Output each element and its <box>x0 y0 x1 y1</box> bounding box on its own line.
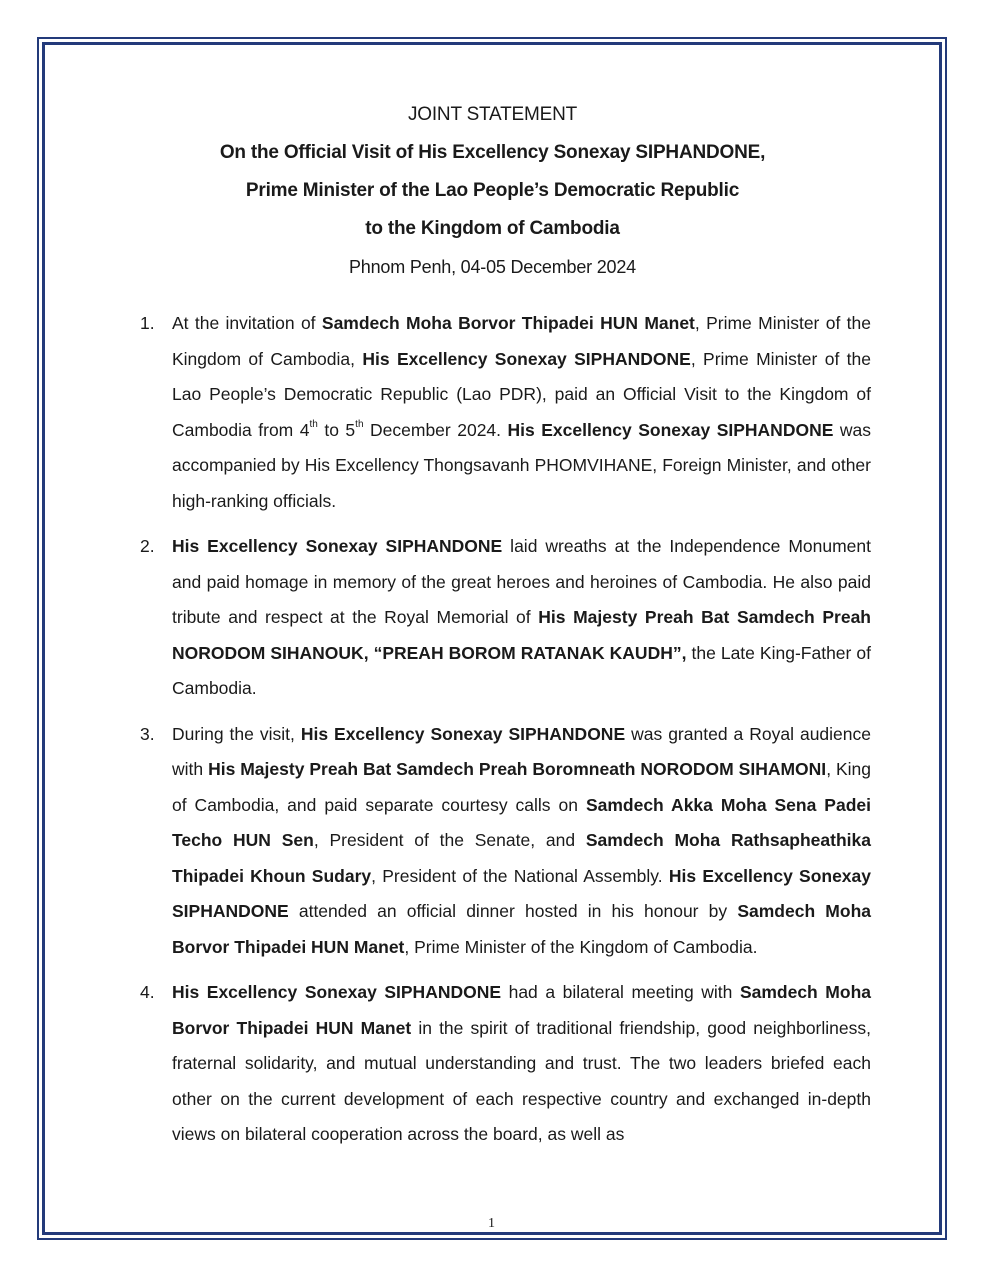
text-segment: December 2024. <box>363 419 508 440</box>
document-header <box>60 96 925 286</box>
ordinal-suffix: th <box>355 418 364 430</box>
paragraph-text <box>172 313 871 511</box>
ordinal-suffix: th <box>309 418 318 430</box>
bold-name: His Excellency Sonexay SIPHANDONE <box>172 865 872 921</box>
text-segment: , Prime Minister of the Kingdom of Cambodia, <box>172 313 871 369</box>
text-segment: During the visit, <box>172 723 301 744</box>
text-segment: attended an official dinner hosted in his honour by <box>288 901 738 921</box>
text-segment: , President of the Senate, and <box>313 830 586 850</box>
bold-name: His Excellency Sonexay SIPHANDONE <box>172 536 503 556</box>
bold-name: Samdech Moha Rathsapheathika Thipadei Khoun Sudary <box>172 830 871 886</box>
subtitle-line-1: On the Official Visit of His Excellency Sonexay SIPHANDONE, <box>219 142 766 163</box>
text-segment: laid wreaths at the Independence Monument and paid homage in memory of the great heroes and heroines of Cambodia. He also paid tribute and respect at the Royal Memorial of <box>172 536 871 627</box>
text-segment: , Prime Minister of the Lao People’s Democratic Republic (Lao PDR), paid an Official Visit to the Kingdom of Cambodia from 4 <box>172 348 871 440</box>
paragraph-item <box>140 529 871 707</box>
paragraph-number: 4. <box>140 982 155 1002</box>
subtitle-line-3: to the Kingdom of Cambodia <box>365 218 620 239</box>
bold-name: Samdech Moha Borvor Thipadei HUN Manet <box>172 901 871 957</box>
bold-name: His Excellency Sonexay SIPHANDONE <box>507 419 834 440</box>
statement-body <box>140 306 871 1163</box>
paragraph-text <box>172 536 871 698</box>
text-segment: was granted a Royal audience with <box>172 723 871 779</box>
paragraph-number: 3. <box>140 723 155 744</box>
place-date: Phnom Penh, 04-05 December 2024 <box>349 257 636 277</box>
bold-name: Samdech Moha Borvor Thipadei HUN Manet <box>321 313 695 333</box>
subtitle-line-2: Prime Minister of the Lao People’s Democratic Republic <box>245 180 740 201</box>
bold-name: His Majesty Preah Bat Samdech Preah Boromneath NORODOM SIHAMONI <box>208 759 827 779</box>
page-number: 1 <box>488 1216 495 1231</box>
text-segment: At the invitation of <box>172 313 322 333</box>
paragraph-item <box>140 306 871 519</box>
text-segment: , President of the National Assembly. <box>371 865 669 886</box>
paragraph-item <box>140 975 871 1153</box>
bold-name: His Excellency Sonexay SIPHANDONE <box>172 982 502 1002</box>
paragraph-text <box>172 982 871 1144</box>
bold-name: His Excellency Sonexay SIPHANDONE <box>300 723 626 744</box>
bold-name: His Excellency Sonexay SIPHANDONE <box>362 348 691 369</box>
bold-name: Samdech Akka Moha Sena Padei Techo HUN Sen <box>172 794 871 850</box>
paragraph-number: 2. <box>140 536 155 556</box>
document-title: JOINT STATEMENT <box>407 104 578 125</box>
text-segment: , King of Cambodia, and paid separate courtesy calls on <box>172 759 872 815</box>
text-segment: to 5 <box>317 419 356 440</box>
paragraph-item <box>140 717 871 966</box>
paragraph-text <box>172 724 871 957</box>
text-segment: in the spirit of traditional friendship, good neighborliness, fraternal solidarity, and mutual understanding and trust. The two leaders briefed each other on the current development of each respective country and exchanged in-depth views on bilateral cooperation across the board, as well as <box>172 1017 871 1144</box>
bold-name: Samdech Moha Borvor Thipadei HUN Manet <box>172 982 871 1038</box>
text-segment: was accompanied by His Excellency Thongsavanh PHOMVIHANE, Foreign Minister, and other high-ranking officials. <box>172 419 872 511</box>
paragraph-number: 1. <box>140 313 155 333</box>
text-segment: had a bilateral meeting with <box>501 982 740 1002</box>
bold-name: His Majesty Preah Bat Samdech Preah NORODOM SIHANOUK, “PREAH BOROM RATANAK KAUDH”, <box>172 607 871 663</box>
text-segment: the Late King-Father of Cambodia. <box>172 642 871 698</box>
text-segment: , Prime Minister of the Kingdom of Cambodia. <box>404 936 758 957</box>
